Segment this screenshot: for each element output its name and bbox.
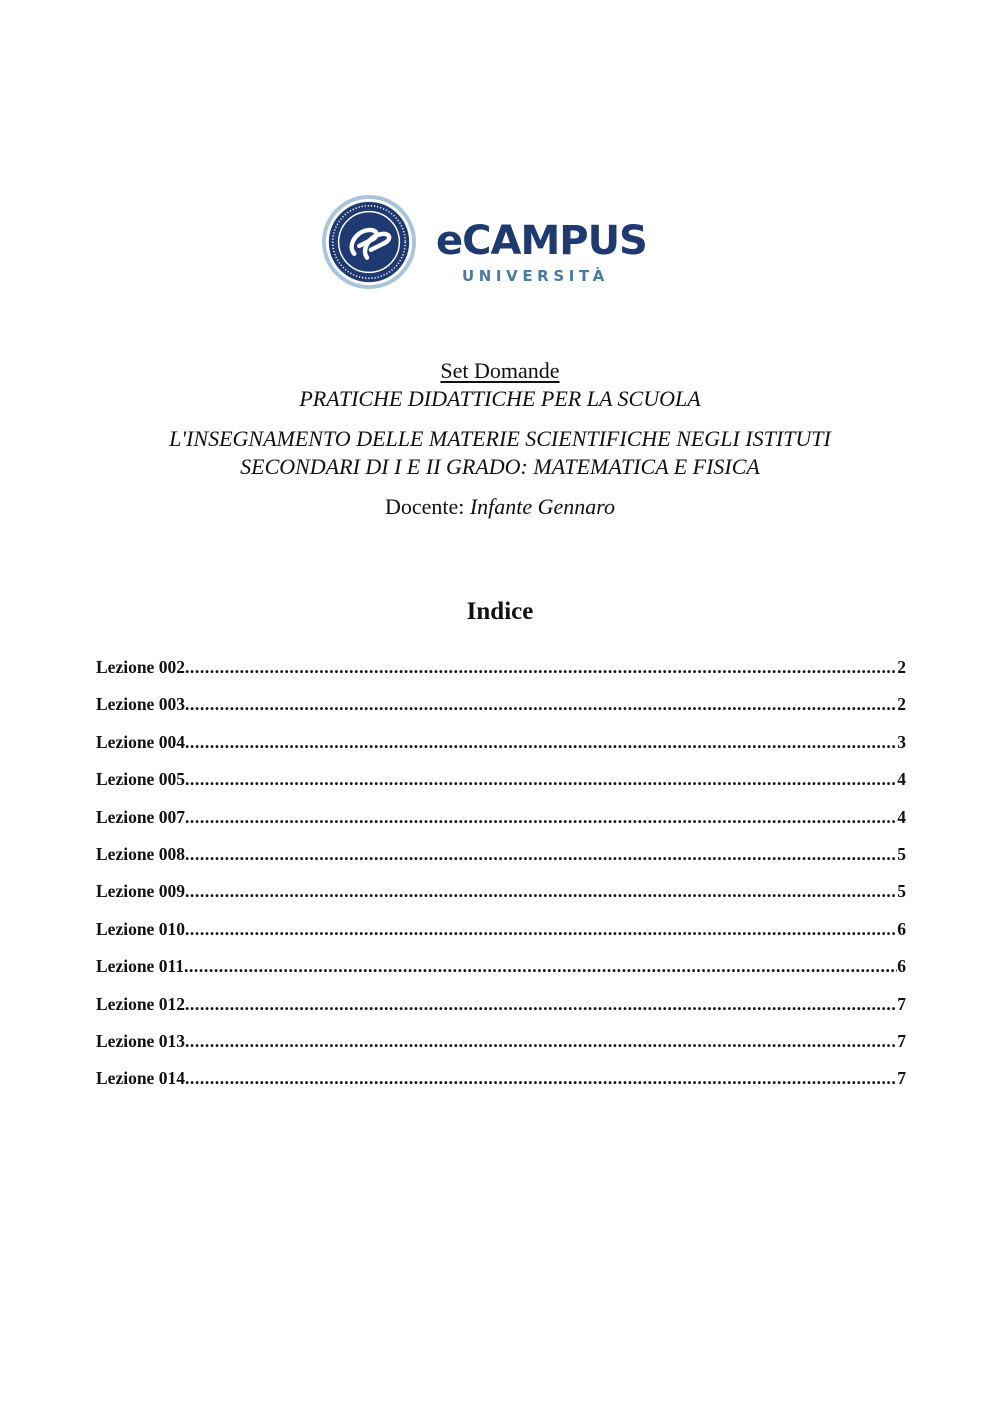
course-title: PRATICHE DIDATTICHE PER LA SCUOLA [299, 386, 701, 411]
university-seal-icon [320, 193, 418, 291]
title-block [60, 357, 940, 521]
toc-entry-lezione-011[interactable] [96, 954, 906, 991]
docente-name: Infante Gennaro [469, 494, 616, 519]
toc-entry-lezione-004[interactable] [96, 730, 906, 767]
toc-leader-dots [185, 730, 897, 754]
toc-entry-page: 4 [897, 806, 906, 827]
toc-entry-lezione-005[interactable] [96, 767, 906, 804]
logo-subtitle: UNIVERSITÀ [462, 267, 609, 285]
toc-leader-dots [185, 1066, 897, 1090]
toc-leader-dots [185, 805, 897, 829]
toc-leader-dots [185, 692, 897, 716]
toc-leader-dots [185, 1029, 897, 1053]
ecampus-logo [320, 193, 660, 293]
toc-entry-page: 5 [897, 881, 906, 902]
toc-entry-label: Lezione 008 [96, 843, 185, 864]
toc-entry-page: 5 [897, 843, 906, 864]
toc-leader-dots [185, 767, 897, 791]
docente-label: Docente: [384, 494, 470, 519]
subject-line-2: SECONDARI DI I E II GRADO: MATEMATICA E FISICA [240, 454, 760, 479]
toc-entry-lezione-012[interactable] [96, 992, 906, 1029]
toc-entry-label: Lezione 013 [96, 1030, 185, 1051]
logo-wordmark-prefix: e [436, 218, 463, 264]
toc-entry-label: Lezione 010 [96, 918, 185, 939]
toc-leader-dots [185, 917, 897, 941]
toc-entry-page: 7 [897, 1030, 906, 1051]
toc-entry-page: 4 [897, 769, 906, 790]
toc-entry-label: Lezione 007 [96, 806, 185, 827]
toc-entry-label: Lezione 005 [96, 769, 185, 790]
toc-entry-lezione-013[interactable] [96, 1029, 906, 1066]
toc-entry-label: Lezione 011 [96, 956, 184, 977]
toc-entry-page: 2 [897, 694, 906, 715]
toc-entry-page: 3 [897, 731, 906, 752]
toc-entry-label: Lezione 004 [96, 731, 185, 752]
toc-entry-lezione-014[interactable] [96, 1066, 906, 1103]
toc-leader-dots [185, 842, 897, 866]
toc-entry-page: 6 [897, 956, 906, 977]
toc-entry-page: 7 [897, 993, 906, 1014]
toc-entry-page: 6 [897, 918, 906, 939]
toc-entry-page: 7 [897, 1068, 906, 1089]
toc-entry-label: Lezione 002 [96, 657, 185, 677]
table-of-contents [96, 655, 906, 1104]
logo-wordmark [436, 218, 656, 264]
toc-entry-label: Lezione 014 [96, 1068, 185, 1089]
toc-entry-lezione-008[interactable] [96, 842, 906, 879]
subject-line-1: L'INSEGNAMENTO DELLE MATERIE SCIENTIFICHE NEGLI ISTITUTI [169, 426, 831, 451]
toc-entry-lezione-009[interactable] [96, 879, 906, 916]
toc-leader-dots [185, 655, 897, 679]
docente-line [60, 493, 940, 521]
toc-entry-label: Lezione 003 [96, 694, 185, 715]
toc-leader-dots [184, 954, 897, 978]
toc-entry-label: Lezione 012 [96, 993, 185, 1014]
toc-entry-label: Lezione 009 [96, 881, 185, 902]
toc-entry-lezione-002[interactable] [96, 655, 906, 692]
toc-entry-lezione-010[interactable] [96, 917, 906, 954]
logo-wordmark-text: CAMPUS [462, 218, 647, 264]
toc-entry-lezione-003[interactable] [96, 692, 906, 729]
subject-title [60, 425, 940, 481]
toc-leader-dots [185, 879, 897, 903]
index-title: Indice [466, 598, 534, 625]
toc-entry-page: 2 [897, 657, 906, 677]
toc-entry-lezione-007[interactable] [96, 805, 906, 842]
set-label: Set Domande [440, 358, 560, 383]
toc-leader-dots [185, 992, 897, 1016]
